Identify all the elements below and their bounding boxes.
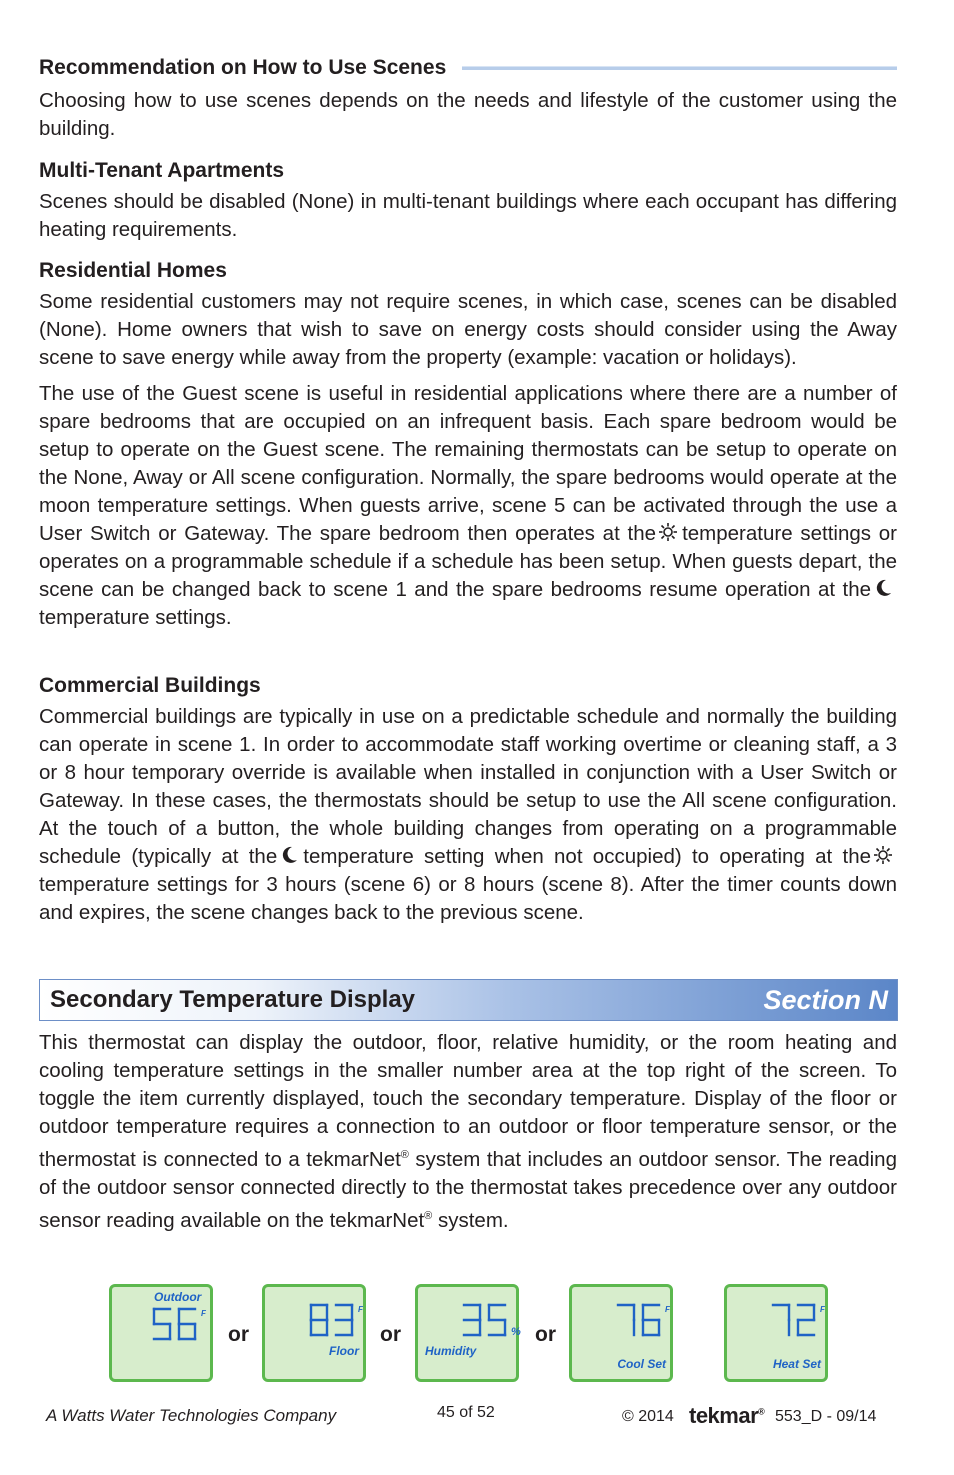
lcd-digit xyxy=(464,1305,480,1335)
commercial-text xyxy=(39,703,897,927)
sun-icon xyxy=(873,845,893,865)
lcd-unit: F xyxy=(820,1305,825,1314)
multi-tenant-heading: Multi-Tenant Apartments xyxy=(39,159,284,182)
residential-text-2a: The use of the Guest scene is useful in residential applications where there are a number of spare bedrooms that are occupied on an infrequent basis. Each spare bedroom would be setup to operate on the Guest scene. The remaining thermostats can be setup to operate on the None, Away or All scene configuration. Normally, the spare bedrooms would operate at the moon temperature settings. When guests arrive, scene 5 can be activated through the use a User Switch or Gateway. The spare bedroom then operates at the xyxy=(39,382,897,545)
lcd-digit xyxy=(336,1305,352,1335)
section-label: Section N xyxy=(763,984,888,1015)
recommendation-section xyxy=(39,55,897,143)
lcd-display-humidity xyxy=(415,1284,519,1382)
lcd-digit xyxy=(643,1305,659,1335)
commercial-heading: Commercial Buildings xyxy=(39,674,261,697)
residential-text-2c: temperature settings. xyxy=(39,606,232,629)
moon-icon xyxy=(873,578,893,598)
or-label: or xyxy=(380,1323,401,1346)
lcd-display-outdoor xyxy=(109,1284,213,1382)
or-label: or xyxy=(535,1323,556,1346)
section-bar-title: Secondary Temperature Display xyxy=(50,986,416,1013)
residential-text-2 xyxy=(39,380,897,632)
lcd-digit xyxy=(618,1305,634,1335)
commercial-text-c: temperature settings for 3 hours (scene 6) or 8 hours (scene 8). After the timer counts down and expires, the scene changes back to the previous scene. xyxy=(39,873,897,924)
sun-icon xyxy=(658,522,678,542)
secondary-text-a: This thermostat can display the outdoor, floor, relative humidity, or the room heating and cooling temperature settings in the smaller number area at the top right of the screen. To toggle the item currently displayed, touch the secondary temperature. Display of the floor or outdoor temperature requires a connection to an outdoor or floor temperature sensor, or the thermostat is connected to a tekmarNet xyxy=(39,1031,897,1171)
lcd-unit: % xyxy=(511,1326,521,1338)
multi-tenant-text: Scenes should be disabled (None) in multi-tenant buildings where each occupant has differing heating requirements. xyxy=(39,190,897,241)
secondary-display-text xyxy=(39,1029,897,1235)
lcd-display-heat-set xyxy=(724,1284,828,1382)
recommendation-heading: Recommendation on How to Use Scenes xyxy=(39,56,447,79)
commercial-text-a: Commercial buildings are typically in use on a predictable schedule and normally the building can operate in scene 1. In order to accommodate staff working overtime or cleaning staff, a 3 or 8 hour temporary override is available when installed in conjunction with a User Switch or Gateway. In these cases, the thermostats should be setup to use the All scene configuration. At the touch of a button, the whole building changes from operating on a programmable schedule (typically at the xyxy=(39,705,897,868)
multi-tenant-section xyxy=(39,158,897,244)
commercial-text-b: temperature setting when not occupied) to operating at the xyxy=(303,845,872,868)
recommendation-text: Choosing how to use scenes depends on the needs and lifestyle of the customer using the building. xyxy=(39,89,897,140)
lcd-unit: F xyxy=(358,1305,363,1314)
lcd-label: Cool Set xyxy=(617,1357,666,1371)
footer-page-number: 45 of 52 xyxy=(437,1404,495,1421)
or-label: or xyxy=(228,1323,249,1346)
secondary-text-c: system. xyxy=(432,1208,509,1232)
display-examples xyxy=(0,1284,954,1384)
lcd-digit xyxy=(489,1305,505,1335)
lcd-svg xyxy=(572,1287,670,1379)
section-bar xyxy=(39,979,898,1021)
residential-section xyxy=(39,258,897,632)
lcd-svg xyxy=(112,1287,210,1379)
registered-mark: ® xyxy=(400,1149,409,1161)
residential-heading: Residential Homes xyxy=(39,259,227,282)
lcd-digit xyxy=(798,1305,814,1335)
lcd-digit xyxy=(311,1305,327,1335)
lcd-label: Heat Set xyxy=(772,1357,821,1371)
moon-icon xyxy=(279,845,299,865)
residential-text-1: Some residential customers may not require scenes, in which case, scenes can be disabled (None). Home owners that wish to save on energy costs should consider using the Away scene to save energy while away from the property (example: vacation or holidays). xyxy=(39,290,897,369)
footer-copyright: © 2014 xyxy=(622,1408,674,1425)
footer-company: A Watts Water Technologies Company xyxy=(46,1406,337,1425)
lcd-display-floor xyxy=(262,1284,366,1382)
page-footer xyxy=(0,1404,954,1434)
lcd-digit xyxy=(179,1309,195,1339)
lcd-digit xyxy=(154,1309,170,1339)
tekmar-logo xyxy=(689,1403,764,1429)
tekmar-logo-text: tekmar xyxy=(689,1403,759,1428)
lcd-unit: F xyxy=(201,1309,206,1318)
commercial-section xyxy=(39,673,897,927)
tekmar-registered: ® xyxy=(758,1406,765,1417)
residential-text-2b: temperature settings or operates on a programmable schedule if a schedule has been setup. When guests depart, the scene can be changed back to scene 1 and the spare bedrooms resume operation at the xyxy=(39,522,898,601)
lcd-svg xyxy=(265,1287,363,1379)
lcd-display-cool-set xyxy=(569,1284,673,1382)
lcd-svg xyxy=(418,1287,521,1379)
footer-doc-number: 553_D - 09/14 xyxy=(775,1408,877,1425)
lcd-digit xyxy=(773,1305,789,1335)
lcd-unit: F xyxy=(665,1305,670,1314)
lcd-svg xyxy=(727,1287,825,1379)
secondary-text-b: system that includes an outdoor sensor. The reading of the outdoor sensor connected directly to the thermostat takes precedence over any outdoor sensor reading available on the tekmarNet xyxy=(39,1147,897,1232)
lcd-label: Humidity xyxy=(425,1344,477,1358)
secondary-display-section xyxy=(39,1029,897,1235)
lcd-label: Outdoor xyxy=(154,1290,202,1304)
registered-mark: ® xyxy=(424,1209,433,1222)
lcd-label: Floor xyxy=(329,1344,359,1358)
heading-rule xyxy=(462,66,897,70)
